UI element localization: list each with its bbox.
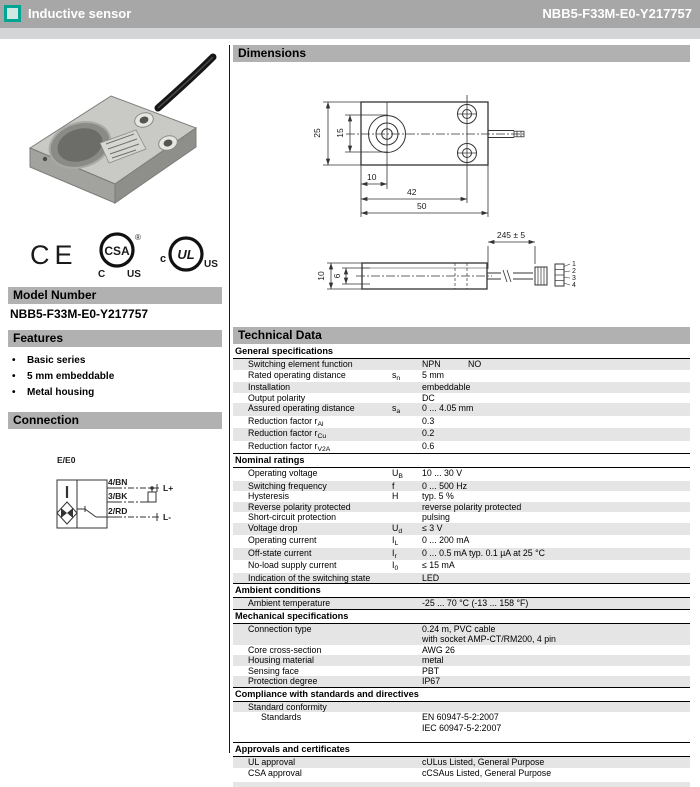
row-label: No-load supply current <box>248 560 337 570</box>
dimensions-section-header: Dimensions <box>233 45 690 62</box>
row-value: cCSAus Listed, General Purpose <box>422 767 552 778</box>
row-label: Reverse polarity protected <box>248 501 351 512</box>
table-row <box>233 560 690 573</box>
ce-mark-icon: CE <box>30 240 78 270</box>
row-label: Housing material <box>248 655 315 665</box>
row-value: embeddable <box>422 382 471 392</box>
row-value: 0.2 <box>422 428 435 438</box>
diamond-arrow-left <box>61 508 67 518</box>
technical-data-table <box>233 345 690 787</box>
row-symbol <box>392 757 422 768</box>
row-symbol: $U_B$ <box>392 468 403 480</box>
row-value: DC <box>422 392 435 403</box>
table-row <box>233 712 690 733</box>
row-label: Reduction factor $r_{Al}$ <box>248 415 324 428</box>
table-row <box>233 481 690 492</box>
junction-dot <box>150 486 154 490</box>
row-label: Operating current <box>248 535 317 545</box>
terminal-lminus: L- <box>163 512 172 522</box>
svg-text:®: ® <box>135 233 141 242</box>
connection-section-header: Connection <box>8 412 222 429</box>
load-symbol <box>148 492 156 502</box>
row-label: Switching frequency <box>248 480 327 491</box>
row-value: ≤ 3 V <box>422 522 443 533</box>
row-symbol <box>392 768 422 779</box>
row-symbol <box>392 655 422 666</box>
feature-item: • 5 mm embeddable <box>12 369 114 385</box>
csa-logo-icon <box>98 233 141 280</box>
wire-label-bn: 4/BN <box>108 477 128 487</box>
table-row <box>233 655 690 666</box>
row-value: EN 60947-5-2:2007 IEC 60947-5-2:2007 <box>422 712 502 733</box>
table-row <box>233 382 690 393</box>
row-label: Reduction factor $r_{Cu}$ <box>248 428 327 440</box>
row-value: ≤ 15 mA <box>422 560 455 570</box>
row-label: Reduction factor $r_{V2A}$ <box>248 440 331 453</box>
table-row <box>233 359 690 370</box>
table-row <box>233 624 690 645</box>
top-view-dimension-lines <box>323 102 488 217</box>
row-value: LED <box>422 572 440 583</box>
table-row <box>233 428 690 441</box>
table-row <box>233 598 690 609</box>
top-view <box>346 95 526 203</box>
row-value: 10 ... 30 V <box>422 468 463 478</box>
table-row <box>233 502 690 513</box>
certification-logos <box>14 227 219 282</box>
wire-label-bk: 3/BK <box>108 491 128 501</box>
table-group-header: General specifications <box>233 345 690 359</box>
dim-height-25: 25 <box>312 128 322 138</box>
table-row <box>233 757 690 768</box>
brand-icon <box>4 5 21 22</box>
row-symbol: $I_r$ <box>392 547 397 560</box>
cable-highlight <box>158 57 213 108</box>
table-footer-stripe <box>233 782 690 787</box>
row-label: CSA approval <box>248 767 302 778</box>
row-value: typ. 5 % <box>422 491 454 501</box>
row-value: pulsing <box>422 512 450 522</box>
pin-4-label: 4 <box>572 282 576 289</box>
row-value: 0 ... 4.05 mm <box>422 403 474 413</box>
table-row <box>233 768 690 779</box>
row-value: AWG 26 <box>422 644 455 655</box>
table-row <box>233 491 690 502</box>
table-group-header: Approvals and certificates <box>233 742 690 757</box>
header-model-number: NBB5-F33M-E0-Y217757 <box>542 6 692 21</box>
row-value: NPN NO <box>422 359 482 369</box>
table-row <box>233 573 690 584</box>
table-row <box>233 645 690 656</box>
row-symbol <box>392 382 422 393</box>
row-label: Installation <box>248 382 291 392</box>
table-row <box>233 416 690 429</box>
row-symbol <box>392 393 422 404</box>
table-group-header: Compliance with standards and directives <box>233 687 690 702</box>
table-row <box>233 512 690 523</box>
row-label: Protection degree <box>248 676 318 686</box>
pin-1-label: 1 <box>572 261 576 268</box>
table-row <box>233 441 690 454</box>
row-symbol <box>392 702 422 713</box>
table-row <box>233 535 690 548</box>
row-symbol <box>392 359 422 370</box>
table-row <box>233 666 690 677</box>
row-symbol: $s_n$ <box>392 369 401 382</box>
dim-cable-length: 245 ± 5 <box>496 230 526 240</box>
wire-label-rd: 2/RD <box>108 506 128 516</box>
pin-2-label: 2 <box>572 268 576 275</box>
dim-side-height-10: 10 <box>316 271 326 281</box>
row-symbol: $I_0$ <box>392 560 399 572</box>
row-symbol: f <box>392 480 395 491</box>
row-symbol <box>392 676 422 687</box>
row-label: Sensing face <box>248 665 299 676</box>
svg-text:c: c <box>160 253 167 265</box>
model-number-section-header: Model Number <box>8 287 222 304</box>
svg-text:CSA: CSA <box>104 244 130 258</box>
terminal-lplus: L+ <box>163 483 174 493</box>
row-value: 0.3 <box>422 415 435 426</box>
dim-offset-10: 10 <box>367 172 377 182</box>
row-value: 0.24 m, PVC cable with socket AMP-CT/RM200, 4 pin <box>422 623 556 644</box>
row-value: 0 ... 500 Hz <box>422 480 467 491</box>
row-value: 0 ... 0.5 mA typ. 0.1 µA at 25 °C <box>422 547 546 558</box>
row-symbol <box>392 712 422 733</box>
svg-text:C: C <box>98 269 106 280</box>
row-label: Standard conformity <box>248 701 327 712</box>
row-symbol: $s_a$ <box>392 403 401 415</box>
row-label: Output polarity <box>248 392 306 403</box>
features-section-header: Features <box>8 330 222 347</box>
row-symbol <box>392 666 422 677</box>
features-list <box>12 353 114 401</box>
model-number-value: NBB5-F33M-E0-Y217757 <box>10 307 149 321</box>
row-symbol <box>392 502 422 513</box>
row-value: -25 ... 70 °C (-13 ... 158 °F) <box>422 598 529 608</box>
feature-item: • Metal housing <box>12 385 114 401</box>
row-label: Hysteresis <box>248 491 290 501</box>
row-value: IP67 <box>422 676 441 686</box>
ul-logo-icon <box>160 238 218 270</box>
dim-span-42: 42 <box>407 187 417 197</box>
switch-symbol <box>85 509 96 517</box>
row-label: Rated operating distance <box>248 369 346 380</box>
dim-side-inner-6: 6 <box>332 273 342 279</box>
row-value: 0 ... 200 mA <box>422 535 470 545</box>
side-view <box>356 263 570 289</box>
row-symbol: $I_L$ <box>392 535 399 547</box>
row-symbol <box>392 624 422 645</box>
row-value: 0.6 <box>422 440 435 451</box>
product-photo <box>8 46 220 222</box>
row-symbol: H <box>392 491 399 501</box>
row-value: metal <box>422 655 444 665</box>
technical-data-section-header: Technical Data <box>233 327 690 344</box>
dim-width-50: 50 <box>417 201 427 211</box>
table-row <box>233 393 690 404</box>
row-symbol <box>392 645 422 656</box>
table-group-header: Ambient conditions <box>233 583 690 598</box>
svg-text:US: US <box>204 259 218 270</box>
row-label: Off-state current <box>248 547 312 558</box>
row-symbol: $U_d$ <box>392 522 403 535</box>
row-label: Connection type <box>248 623 312 634</box>
row-symbol <box>392 416 422 429</box>
svg-text:UL: UL <box>177 247 195 262</box>
row-label: Voltage drop <box>248 522 298 533</box>
table-row <box>233 370 690 383</box>
dim-inner-15: 15 <box>335 128 345 138</box>
diagram-type-label: E/E0 <box>57 455 76 465</box>
side-view-dimension-lines <box>327 242 535 289</box>
row-label: Short-circuit protection <box>248 512 337 522</box>
table-row <box>233 676 690 687</box>
row-value <box>422 702 690 713</box>
row-label: Operating voltage <box>248 468 318 478</box>
row-label: Indication of the switching state <box>248 572 371 583</box>
row-symbol <box>392 428 422 441</box>
table-group-header: Mechanical specifications <box>233 609 690 624</box>
table-row <box>233 523 690 536</box>
connection-diagram <box>38 446 223 566</box>
row-value: 5 mm <box>422 369 444 380</box>
svg-text:US: US <box>127 269 141 280</box>
table-row <box>233 468 690 481</box>
row-value: reverse polarity protected <box>422 501 522 512</box>
table-row <box>233 403 690 416</box>
feature-item: • Basic series <box>12 353 114 369</box>
row-label: Switching element function <box>248 359 353 369</box>
page-title: Inductive sensor <box>28 6 132 21</box>
row-symbol <box>392 441 422 454</box>
table-row <box>233 548 690 561</box>
row-label: UL approval <box>248 757 296 767</box>
led-hole <box>43 157 47 161</box>
row-symbol <box>392 573 422 584</box>
dimensions-drawing <box>230 63 690 325</box>
row-symbol <box>392 512 422 523</box>
row-label: Core cross-section <box>248 644 322 655</box>
row-symbol <box>392 598 422 609</box>
row-label: Ambient temperature <box>248 598 331 608</box>
row-value: cULus Listed, General Purpose <box>422 757 545 767</box>
diamond-arrow-right <box>67 508 73 518</box>
row-value: PBT <box>422 665 440 676</box>
table-group-header: Nominal ratings <box>233 453 690 468</box>
header-substrip <box>0 28 700 39</box>
row-label: Assured operating distance <box>248 403 355 413</box>
header-bar <box>0 0 700 28</box>
table-row <box>233 702 690 713</box>
row-label: Standards <box>261 712 302 722</box>
pin-3-label: 3 <box>572 275 576 282</box>
